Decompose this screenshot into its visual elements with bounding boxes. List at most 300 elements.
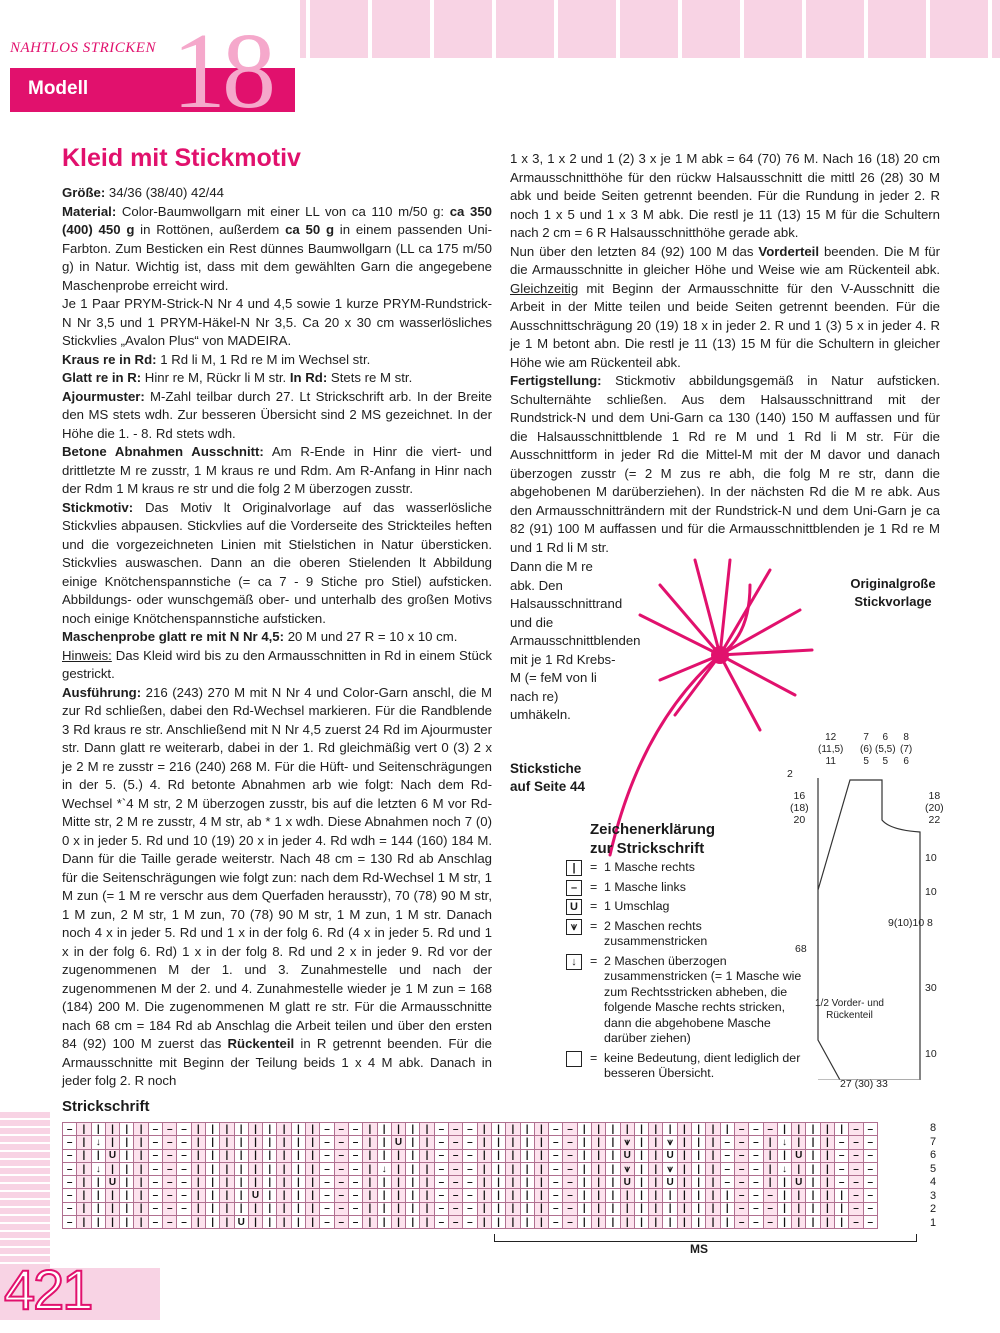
paragraph: Betone Abnahmen Ausschnitt: Am R-Ende in Hinr die viert- und drittletzte M re zusstr, 1 M kraus re und Rdm. Am R-Anfang in Hinr nach der Rdm 1 M kraus re str und die folg 2 M überzogen zusstr. <box>62 444 493 496</box>
legend-item <box>566 919 806 950</box>
chart-cell: | <box>477 1123 491 1136</box>
legend-equals: = <box>590 860 598 874</box>
chart-cell: | <box>577 1189 591 1202</box>
chart-cell: | <box>663 1202 677 1215</box>
chart-cell: – <box>734 1189 748 1202</box>
chart-cell: | <box>363 1189 377 1202</box>
chart-cell: | <box>120 1162 134 1175</box>
chart-cell: | <box>377 1149 391 1162</box>
chart-cell: – <box>334 1202 348 1215</box>
chart-cell: | <box>706 1123 720 1136</box>
chart-cell: – <box>320 1149 334 1162</box>
chart-cell: | <box>77 1202 91 1215</box>
chart-cell: | <box>291 1149 305 1162</box>
chart-cell: | <box>677 1136 691 1149</box>
chart-cell: | <box>377 1189 391 1202</box>
chart-cell: – <box>163 1136 177 1149</box>
chart-cell: | <box>649 1176 663 1189</box>
chart-cell: | <box>649 1123 663 1136</box>
chart-cell: | <box>506 1202 520 1215</box>
chart-row <box>63 1189 878 1202</box>
chart-cell: | <box>477 1189 491 1202</box>
chart-cell: | <box>577 1176 591 1189</box>
chart-cell: | <box>477 1149 491 1162</box>
chart-cell: – <box>320 1216 334 1229</box>
chart-cell: | <box>649 1162 663 1175</box>
chart-cell: | <box>191 1176 205 1189</box>
chart-cell: | <box>277 1149 291 1162</box>
chart-cell: – <box>720 1176 734 1189</box>
chart-cell: – <box>763 1123 777 1136</box>
schema-label: 8 (7) 6 <box>900 732 913 767</box>
chart-cell: | <box>420 1202 434 1215</box>
paragraph: Hinweis: Das Kleid wird bis zu den Armausschnitten in Rd in einem Stück gestrickt. <box>62 647 492 681</box>
chart-cell: | <box>406 1189 420 1202</box>
legend-title: Zeichenerklärung zur Strickschrift <box>590 821 716 857</box>
legend-item <box>566 954 806 1047</box>
chart-cell: | <box>234 1149 248 1162</box>
chart-cell: – <box>849 1149 863 1162</box>
chart-cell: – <box>835 1136 849 1149</box>
chart-cell: | <box>420 1216 434 1229</box>
chart-cell: | <box>606 1189 620 1202</box>
chart-cell: | <box>248 1162 262 1175</box>
chart-cell: | <box>806 1136 820 1149</box>
chart-cell: – <box>348 1216 362 1229</box>
chart-cell: – <box>320 1202 334 1215</box>
chart-cell: | <box>91 1202 105 1215</box>
chart-cell: – <box>563 1176 577 1189</box>
chart-cell: | <box>520 1136 534 1149</box>
chart-cell: | <box>234 1176 248 1189</box>
chart-cell: | <box>134 1136 148 1149</box>
chart-cell: – <box>148 1162 162 1175</box>
chart-cell: – <box>563 1202 577 1215</box>
legend-text: 2 Maschen rechts zusammenstricken <box>604 918 708 948</box>
legend-symbol <box>566 1051 582 1067</box>
chart-cell: | <box>534 1136 548 1149</box>
chart-cell: | <box>591 1189 605 1202</box>
chart-cell: – <box>177 1176 191 1189</box>
chart-cell: – <box>148 1216 162 1229</box>
chart-cell: | <box>506 1176 520 1189</box>
paragraph: Kraus re in Rd: 1 Rd li M, 1 Rd re M im Wechsel str. <box>62 351 371 367</box>
chart-cell: – <box>434 1162 448 1175</box>
chart-cell: | <box>577 1149 591 1162</box>
chart-cell: – <box>863 1136 877 1149</box>
chart-row-number: 8 <box>929 1122 937 1134</box>
chart-cell: | <box>577 1162 591 1175</box>
chart-cell: – <box>463 1123 477 1136</box>
chart-cell: | <box>134 1176 148 1189</box>
chart-cell: | <box>491 1216 505 1229</box>
chart-cell: – <box>849 1136 863 1149</box>
chart-cell: | <box>406 1216 420 1229</box>
chart-cell: | <box>534 1162 548 1175</box>
chart-cell: | <box>377 1202 391 1215</box>
chart-cell: | <box>391 1149 405 1162</box>
chart-cell: – <box>348 1189 362 1202</box>
legend-symbol: ⩛ <box>566 919 582 935</box>
chart-cell: | <box>606 1123 620 1136</box>
chart-cell: | <box>720 1216 734 1229</box>
chart-cell: | <box>120 1149 134 1162</box>
chart-cell: | <box>105 1216 119 1229</box>
chart-cell: | <box>506 1216 520 1229</box>
chart-cell: | <box>277 1136 291 1149</box>
chart-cell: – <box>177 1136 191 1149</box>
schema-label: 10 <box>925 852 937 864</box>
chart-cell: | <box>220 1123 234 1136</box>
legend-equals: = <box>590 879 598 894</box>
chart-cell: | <box>291 1216 305 1229</box>
chart-cell: – <box>749 1162 763 1175</box>
chart-cell: – <box>863 1216 877 1229</box>
chart-cell: | <box>248 1136 262 1149</box>
chart-cell: – <box>434 1176 448 1189</box>
chart-cell: – <box>549 1202 563 1215</box>
chart-cell: | <box>606 1202 620 1215</box>
chart-cell: – <box>463 1189 477 1202</box>
chart-cell: | <box>248 1149 262 1162</box>
chart-cell: | <box>620 1123 634 1136</box>
chart-cell: | <box>291 1123 305 1136</box>
chart-cell: | <box>134 1162 148 1175</box>
paragraph: Stickmotiv: Das Motiv lt Originalvorlage auf das wasserlösliche Stickvlies abpausen. Stickvlies auf die Vorderseite des Strickteiles heften und die vorgezeichneten Linien mit Stielstichen in Natur übersticken. Stickvlies auswaschen. Dann an die oberen Stielenden lt Abbildung einige Knötchenspannstiche (= ca 7 - 9 Stiche pro Stiel) aufsticken. Abbildungs- oder wunschgemäß ober- und unterhalb des großen Motivs noch einige Knötchenspannstiche aufsticken. <box>62 499 492 626</box>
legend-item <box>566 860 806 876</box>
chart-cell: ↓ <box>377 1162 391 1175</box>
chart-cell: | <box>491 1202 505 1215</box>
chart-cell: | <box>677 1162 691 1175</box>
chart-cell: | <box>377 1176 391 1189</box>
chart-cell: | <box>792 1136 806 1149</box>
chart-cell: | <box>306 1202 320 1215</box>
chart-cell: | <box>263 1189 277 1202</box>
legend-symbol: ↓ <box>566 954 582 970</box>
chart-cell: – <box>549 1162 563 1175</box>
chart-cell: – <box>463 1176 477 1189</box>
knitting-chart <box>62 1122 878 1229</box>
chart-cell: | <box>420 1162 434 1175</box>
chart-cell: | <box>806 1189 820 1202</box>
stitch-reference: Stickstiche auf Seite 44 <box>510 761 586 794</box>
chart-cell: – <box>163 1123 177 1136</box>
chart-row-number: 4 <box>929 1176 937 1188</box>
chart-cell: | <box>634 1136 648 1149</box>
chart-cell: | <box>534 1176 548 1189</box>
chart-cell: | <box>777 1123 791 1136</box>
chart-cell: | <box>777 1202 791 1215</box>
chart-cell: | <box>306 1176 320 1189</box>
chart-cell: | <box>820 1176 834 1189</box>
chart-cell: | <box>506 1123 520 1136</box>
legend-text: 1 Masche rechts <box>604 860 695 874</box>
chart-cell: – <box>348 1123 362 1136</box>
chart-cell: ⩛ <box>663 1162 677 1175</box>
chart-cell: – <box>348 1136 362 1149</box>
chart-cell: | <box>706 1202 720 1215</box>
chart-cell: | <box>220 1149 234 1162</box>
chart-cell: – <box>849 1189 863 1202</box>
chart-cell: | <box>363 1202 377 1215</box>
schema-label: 7 (6) 5 <box>860 732 873 767</box>
chart-cell: | <box>234 1123 248 1136</box>
chart-cell: – <box>763 1202 777 1215</box>
chart-cell: | <box>692 1202 706 1215</box>
chart-cell: | <box>506 1189 520 1202</box>
chart-cell: | <box>820 1136 834 1149</box>
chart-cell: | <box>191 1189 205 1202</box>
chart-cell: | <box>520 1149 534 1162</box>
chart-cell: | <box>577 1216 591 1229</box>
chart-cell: | <box>820 1149 834 1162</box>
chart-cell: | <box>777 1189 791 1202</box>
paragraph: Material: Color-Baumwollgarn mit einer LL von ca 110 m/50 g: ca 350 (400) 450 g in Rottönen, außerdem ca 50 g in einem passenden Uni-Farbton. Zum Besticken ein Rest dünnes Baumwollgarn (LL ca 175 m/50 g) in Natur. Wichtig ist, dass mit dem gewählten Garn die angegebene Maschenprobe erreicht wird. <box>62 203 492 293</box>
chart-cell: | <box>620 1189 634 1202</box>
chart-cell: | <box>606 1176 620 1189</box>
paragraph: Glatt re in R: Hinr re M, Rückr li M str. In Rd: Stets re M str. <box>62 370 413 385</box>
chart-cell: | <box>77 1123 91 1136</box>
chart-cell: | <box>806 1149 820 1162</box>
chart-cell: | <box>634 1189 648 1202</box>
chart-cell: – <box>63 1176 77 1189</box>
schema-label: 68 <box>795 943 807 955</box>
chart-cell: | <box>291 1162 305 1175</box>
chart-cell: | <box>777 1176 791 1189</box>
chart-cell: – <box>163 1202 177 1215</box>
chart-cell: | <box>663 1189 677 1202</box>
chart-cell: | <box>506 1149 520 1162</box>
chart-cell: | <box>220 1176 234 1189</box>
chart-cell: – <box>320 1176 334 1189</box>
chart-cell: | <box>677 1123 691 1136</box>
chart-row-number: 3 <box>929 1189 937 1202</box>
chart-cell: | <box>491 1162 505 1175</box>
chart-cell: – <box>163 1189 177 1202</box>
chart-cell: – <box>549 1136 563 1149</box>
chart-cell: – <box>863 1123 877 1136</box>
chart-cell: | <box>363 1216 377 1229</box>
chart-cell: | <box>263 1123 277 1136</box>
chart-cell: | <box>277 1123 291 1136</box>
chart-cell: | <box>806 1216 820 1229</box>
paragraph: Größe: 34/36 (38/40) 42/44 <box>62 185 225 200</box>
chart-cell: | <box>835 1216 849 1229</box>
chart-row <box>63 1202 878 1215</box>
chart-cell: | <box>105 1162 119 1175</box>
chart-cell: | <box>105 1136 119 1149</box>
chart-cell: U <box>105 1176 119 1189</box>
chart-cell: – <box>549 1123 563 1136</box>
chart-row <box>63 1123 878 1136</box>
chart-cell: | <box>706 1216 720 1229</box>
chart-cell: | <box>634 1202 648 1215</box>
chart-cell: | <box>577 1202 591 1215</box>
pattern-repeat-label: MS <box>690 1242 708 1256</box>
chart-cell: – <box>563 1216 577 1229</box>
chart-cell: | <box>534 1189 548 1202</box>
chart-cell: | <box>477 1216 491 1229</box>
chart-cell: | <box>792 1202 806 1215</box>
chart-cell: | <box>820 1216 834 1229</box>
chart-cell: U <box>792 1176 806 1189</box>
legend-symbol: | <box>566 860 582 876</box>
chart-cell: | <box>720 1189 734 1202</box>
legend-text: 1 Umschlag <box>604 899 670 913</box>
chart-cell: | <box>363 1149 377 1162</box>
chart-cell: | <box>363 1136 377 1149</box>
chart-cell: | <box>277 1162 291 1175</box>
chart-cell: | <box>520 1202 534 1215</box>
chart-cell: – <box>749 1216 763 1229</box>
chart-cell: U <box>792 1149 806 1162</box>
chart-cell: | <box>306 1149 320 1162</box>
chart-cell: – <box>863 1162 877 1175</box>
legend-text: 2 Maschen überzogen zusammenstricken (= 1 Masche wie zum Rechtsstricken abheben, die folgende Masche rechts stricken, dann die abgehobene Masche darüber ziehen) <box>604 953 802 1045</box>
chart-cell: | <box>77 1176 91 1189</box>
chart-cell: – <box>63 1149 77 1162</box>
chart-cell: | <box>720 1202 734 1215</box>
chart-cell: | <box>391 1162 405 1175</box>
chart-cell: | <box>763 1149 777 1162</box>
chart-cell: | <box>105 1123 119 1136</box>
chart-cell: | <box>263 1216 277 1229</box>
chart-cell: | <box>677 1216 691 1229</box>
paragraph: Je 1 Paar PRYM-Strick-N Nr 4 und 4,5 sowie 1 kurze PRYM-Rundstrick-N Nr 3,5 und 1 PRYM-Häkel-N Nr 3,5. Ca 20 x 30 cm wasserlösliches Stickvlies „Avalon Plus“ von MADEIRA. <box>62 296 492 348</box>
schema-label: 12 (11,5) 11 <box>818 732 844 767</box>
chart-cell: | <box>363 1123 377 1136</box>
schema-label: 10 <box>925 886 937 898</box>
chart-cell: | <box>120 1176 134 1189</box>
chart-cell: – <box>449 1123 463 1136</box>
chart-cell: | <box>377 1216 391 1229</box>
chart-cell: – <box>63 1162 77 1175</box>
legend-text: 1 Masche links <box>604 879 686 894</box>
chart-cell: | <box>534 1202 548 1215</box>
chart-cell: | <box>277 1176 291 1189</box>
chart-cell: | <box>306 1162 320 1175</box>
chart-cell: – <box>348 1202 362 1215</box>
chart-cell: | <box>377 1123 391 1136</box>
chart-cell: | <box>220 1216 234 1229</box>
chart-cell: | <box>77 1216 91 1229</box>
chart-cell: | <box>406 1176 420 1189</box>
chart-cell: | <box>491 1136 505 1149</box>
chart-cell: | <box>491 1149 505 1162</box>
paragraph: Ajourmuster: M-Zahl teilbar durch 27. Lt Strickschrift arb. In der Breite den MS stets wdh. Zur besseren Übersicht sind 2 MS gezeichnet. In der Höhe die 1. - 8. Rd stets wdh. <box>62 388 492 441</box>
chart-cell: | <box>191 1216 205 1229</box>
chart-cell: | <box>763 1136 777 1149</box>
chart-cell: | <box>677 1176 691 1189</box>
chart-cell: | <box>391 1176 405 1189</box>
chart-cell: | <box>720 1123 734 1136</box>
chart-cell: | <box>520 1216 534 1229</box>
chart-cell: | <box>263 1176 277 1189</box>
chart-cell: | <box>506 1162 520 1175</box>
chart-cell: | <box>835 1202 849 1215</box>
chart-cell: | <box>406 1202 420 1215</box>
chart-cell: – <box>549 1216 563 1229</box>
paragraph: Maschenprobe glatt re mit N Nr 4,5: 20 M und 27 R = 10 x 10 cm. <box>62 629 458 644</box>
chart-cell: | <box>777 1149 791 1162</box>
chart-cell: | <box>763 1176 777 1189</box>
schema-label: 30 <box>925 982 937 994</box>
chart-cell: | <box>634 1216 648 1229</box>
chart-cell: | <box>663 1123 677 1136</box>
chart-cell: – <box>434 1189 448 1202</box>
chart-cell: – <box>863 1202 877 1215</box>
chart-cell: | <box>806 1176 820 1189</box>
chart-cell: | <box>534 1123 548 1136</box>
chart-cell: | <box>706 1189 720 1202</box>
chart-cell: | <box>363 1176 377 1189</box>
chart-cell: | <box>663 1216 677 1229</box>
chart-cell: – <box>449 1189 463 1202</box>
chart-row <box>63 1149 878 1162</box>
chart-cell: – <box>334 1149 348 1162</box>
schema-label: 2 <box>787 768 793 780</box>
chart-cell: | <box>134 1189 148 1202</box>
chart-cell: | <box>205 1162 219 1175</box>
chart-cell: – <box>148 1136 162 1149</box>
chart-cell: | <box>692 1136 706 1149</box>
chart-cell: | <box>134 1202 148 1215</box>
legend <box>566 860 806 1086</box>
chart-cell: – <box>449 1136 463 1149</box>
chart-cell: – <box>749 1202 763 1215</box>
chart-cell: – <box>720 1162 734 1175</box>
chart-cell: | <box>520 1123 534 1136</box>
chart-cell: | <box>220 1136 234 1149</box>
chart-cell: | <box>263 1202 277 1215</box>
chart-cell: – <box>763 1216 777 1229</box>
chart-cell: – <box>320 1123 334 1136</box>
chart-cell: – <box>734 1176 748 1189</box>
chart-cell: – <box>563 1189 577 1202</box>
chart-cell: | <box>263 1162 277 1175</box>
chart-cell: | <box>220 1189 234 1202</box>
chart-cell: – <box>163 1149 177 1162</box>
chart-cell: ⩛ <box>620 1162 634 1175</box>
chart-cell: | <box>248 1216 262 1229</box>
chart-cell: – <box>177 1162 191 1175</box>
instructions-column-right-continued: Dann die M re abk. Den Halsausschnittrand und die Armausschnittblenden mit je 1 Rd Krebs-M (= feM von li nach re) umhäkeln. <box>510 559 641 722</box>
chart-cell: | <box>91 1149 105 1162</box>
chart-cell: | <box>77 1149 91 1162</box>
chart-cell: | <box>692 1176 706 1189</box>
chart-cell: | <box>277 1216 291 1229</box>
chart-cell: | <box>120 1189 134 1202</box>
chart-cell: – <box>434 1136 448 1149</box>
chart-cell: | <box>191 1162 205 1175</box>
chart-cell: | <box>477 1136 491 1149</box>
chart-cell: | <box>263 1136 277 1149</box>
chart-cell: – <box>763 1189 777 1202</box>
chart-cell: – <box>449 1149 463 1162</box>
chart-cell: U <box>620 1176 634 1189</box>
chart-cell: – <box>863 1189 877 1202</box>
chart-cell: – <box>849 1162 863 1175</box>
paragraph: 1 x 3, 1 x 2 und 1 (2) 3 x je 1 M abk = 64 (70) 76 M. Nach 16 (18) 20 cm Armausschnitthöhe für den rückw Halsausschnitt die mittl 26 (28) 30 M abk und beide Seiten getrennt beenden. Für die Rundung in jeder 2. R noch 1 x 5 und 1 x 3 M abk. Die restl je 11 (13) 15 M für die Schultern nach 2 cm = 6 R Halsausschnitthöhe gerade abk. <box>510 151 940 240</box>
chart-cell: | <box>406 1162 420 1175</box>
chart-cell: | <box>406 1149 420 1162</box>
chart-cell: | <box>677 1202 691 1215</box>
legend-equals: = <box>590 953 598 968</box>
chart-cell: – <box>749 1149 763 1162</box>
chart-cell: – <box>835 1149 849 1162</box>
chart-cell: | <box>77 1162 91 1175</box>
chart-cell: – <box>463 1202 477 1215</box>
